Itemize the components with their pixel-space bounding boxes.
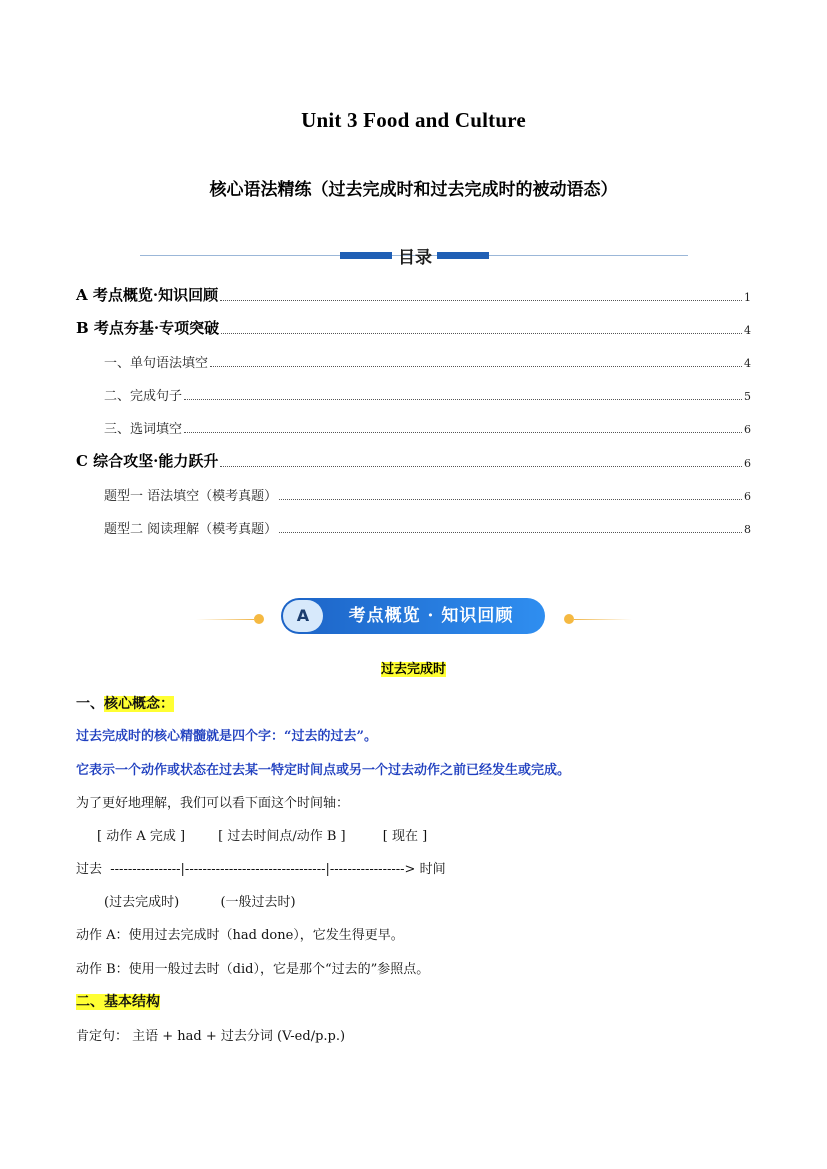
topic-highlight: 过去完成时 xyxy=(380,662,446,677)
banner-line-left xyxy=(196,619,254,620)
concept-line-1: 过去完成时的核心精髓就是四个字：“过去的过去”。 xyxy=(76,729,377,744)
toc-entry-label: B 考点夯基·专项突破 xyxy=(76,319,220,337)
toc-entry-label: 三、选词填空 xyxy=(104,422,183,437)
toc-entry-label: 题型一 语法填空（模考真题） xyxy=(104,489,278,504)
toc-entry-page: 6 xyxy=(744,490,751,503)
section-a-banner xyxy=(196,596,632,638)
banner-letter: A xyxy=(283,600,323,632)
toc-entry-label: 一、单句语法填空 xyxy=(104,356,209,371)
action-a-note: 动作 A：使用过去完成时（had done），它发生得更早。 xyxy=(76,928,404,943)
toc-entry-page: 5 xyxy=(744,390,751,403)
toc-leader-dots xyxy=(184,432,742,433)
document-title: Unit 3 Food and Culture xyxy=(301,108,526,132)
timeline-tenses: (过去完成时) (一般过去时) xyxy=(104,895,296,910)
toc-entry-label: A 考点概览·知识回顾 xyxy=(76,286,219,304)
toc-entry-page: 1 xyxy=(744,291,751,304)
document-subtitle: 核心语法精练（过去完成时和过去完成时的被动语态） xyxy=(209,180,618,200)
toc-entry[interactable] xyxy=(104,417,751,437)
concept-line-2: 它表示一个动作或状态在过去某一特定时间点或另一个过去动作之前已经发生或完成。 xyxy=(76,763,571,778)
toc-entry[interactable] xyxy=(104,384,751,404)
heading-label: 核心概念： xyxy=(104,696,174,712)
toc-entry[interactable] xyxy=(104,351,751,371)
toc-entry[interactable] xyxy=(104,517,751,537)
timeline-axis: 过去 ----------------|--------------------------------|-----------------> 时间 xyxy=(76,862,446,877)
toc-entry-label: 题型二 阅读理解（模考真题） xyxy=(104,522,278,537)
heading-number: 一、 xyxy=(76,696,104,712)
toc-leader-dots xyxy=(210,366,742,367)
toc-entry-page: 8 xyxy=(744,523,751,536)
toc-entry-page: 4 xyxy=(744,324,751,337)
toc-leader-dots xyxy=(220,300,742,301)
toc-entry-label: 二、完成句子 xyxy=(104,389,183,404)
affirmative-structure: 肯定句： 主语 + had + 过去分词 (V-ed/p.p.) xyxy=(76,1029,346,1044)
heading-structure-label: 二、基本结构 xyxy=(76,994,160,1010)
toc-heading: 目录 xyxy=(398,248,432,268)
banner-dot-right xyxy=(564,614,574,624)
banner-line-right xyxy=(574,619,632,620)
toc-entry[interactable] xyxy=(76,318,751,338)
toc-entry[interactable] xyxy=(104,484,751,504)
toc-leader-dots xyxy=(220,466,742,467)
banner-dot-left xyxy=(254,614,264,624)
timeline-labels: [ 动作 A 完成 ] [ 过去时间点/动作 B ] [ 现在 ] xyxy=(97,829,428,844)
topic-heading xyxy=(0,658,827,677)
heading-basic-structure xyxy=(76,991,160,1011)
toc-entry-page: 6 xyxy=(744,457,751,470)
toc-entry-page: 4 xyxy=(744,357,751,370)
toc-entry-page: 6 xyxy=(744,423,751,436)
toc-bar-left xyxy=(340,252,392,259)
toc-leader-dots xyxy=(221,333,742,334)
toc-entry[interactable] xyxy=(76,451,751,471)
toc-leader-dots xyxy=(279,499,742,500)
toc-entry-label: C 综合攻坚·能力跃升 xyxy=(76,452,219,470)
toc-header xyxy=(140,243,688,269)
toc-leader-dots xyxy=(279,532,742,533)
toc-bar-right xyxy=(437,252,489,259)
banner-text: 考点概览 · 知识回顾 xyxy=(348,606,514,626)
toc-leader-dots xyxy=(184,399,742,400)
timeline-intro: 为了更好地理解，我们可以看下面这个时间轴： xyxy=(76,796,350,811)
action-b-note: 动作 B：使用一般过去时（did），它是那个“过去的”参照点。 xyxy=(76,962,430,977)
toc-entry[interactable] xyxy=(76,285,751,305)
heading-core-concept xyxy=(76,693,174,713)
